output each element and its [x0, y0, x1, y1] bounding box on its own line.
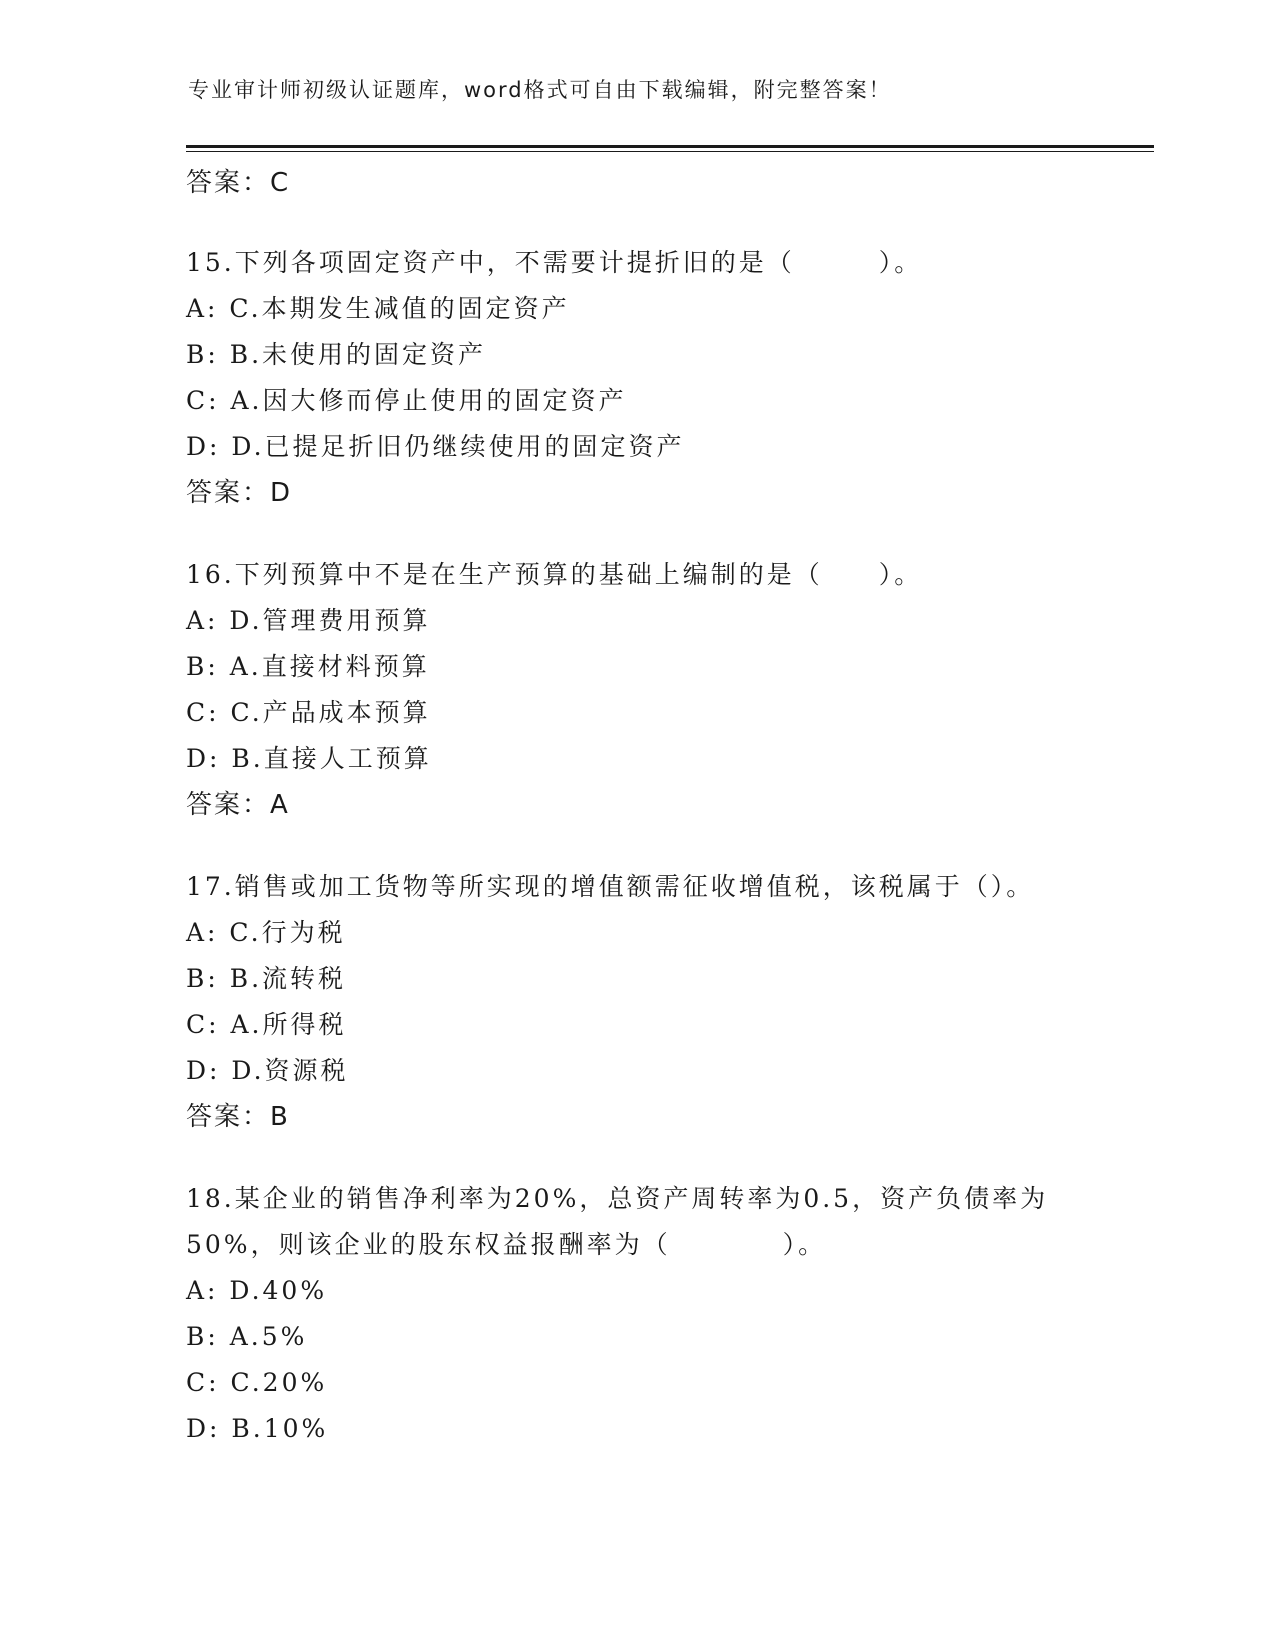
option-b: B: A.5% — [186, 1322, 308, 1351]
option-a: A: C.本期发生减值的固定资产 — [186, 294, 570, 323]
option-a: A: D.40% — [186, 1276, 328, 1305]
option-d: D: D.已提足折旧仍继续使用的固定资产 — [186, 432, 685, 461]
header-rule-thick — [186, 145, 1154, 148]
option-c: C: A.所得税 — [186, 1010, 347, 1039]
question-text: 15.下列各项固定资产中，不需要计提折旧的是（ ）。 — [186, 248, 923, 277]
option-d: D: B.10% — [186, 1414, 329, 1443]
option-c: C: C.20% — [186, 1368, 328, 1397]
question-block — [186, 1176, 1146, 1452]
option-b: B: B.流转税 — [186, 964, 347, 993]
answer-line: 答案：B — [186, 1102, 290, 1132]
option-c: C: C.产品成本预算 — [186, 698, 431, 727]
document-body — [186, 160, 1146, 1452]
question-block — [186, 864, 1146, 1140]
option-c: C: A.因大修而停止使用的固定资产 — [186, 386, 627, 415]
page-header: 专业审计师初级认证题库，word格式可自由下载编辑，附完整答案！ — [188, 78, 892, 102]
option-a: A: C.行为税 — [186, 918, 346, 947]
answer-line: 答案：D — [186, 478, 293, 508]
question-text: 17.销售或加工货物等所实现的增值额需征收增值税，该税属于（）。 — [186, 872, 1035, 901]
question-block — [186, 240, 1146, 516]
option-d: D: D.资源税 — [186, 1056, 349, 1085]
question-block — [186, 552, 1146, 828]
option-a: A: D.管理费用预算 — [186, 606, 431, 635]
answer-line: 答案：C — [186, 168, 291, 198]
answer-line: 答案：A — [186, 790, 290, 820]
option-b: B: B.未使用的固定资产 — [186, 340, 487, 369]
option-d: D: B.直接人工预算 — [186, 744, 432, 773]
question-text-continued: 50%，则该企业的股东权益报酬率为（ ）。 — [186, 1230, 827, 1259]
question-text: 18.某企业的销售净利率为20%，总资产周转率为0.5，资产负债率为 — [186, 1184, 1049, 1213]
header-rule-thin — [186, 151, 1154, 152]
option-b: B: A.直接材料预算 — [186, 652, 430, 681]
question-text: 16.下列预算中不是在生产预算的基础上编制的是（ ）。 — [186, 560, 923, 589]
